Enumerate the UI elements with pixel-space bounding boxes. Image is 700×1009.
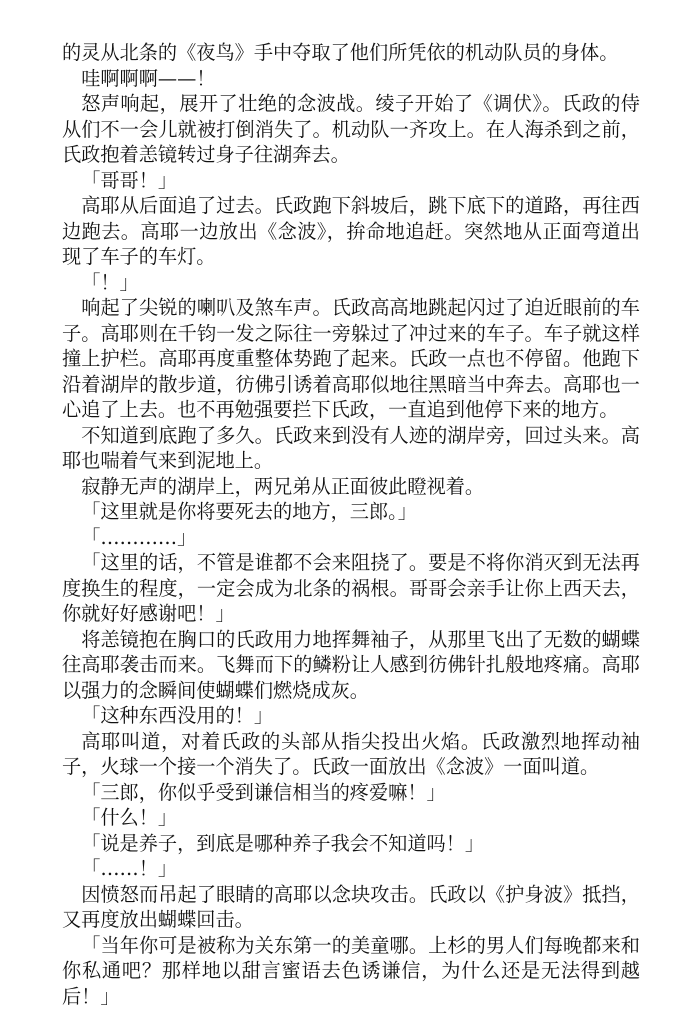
paragraph: 怒声响起，展开了壮绝的念波战。绫子开始了《调伏》。氏政的侍从们不一会儿就被打倒消失了。机动队一齐攻上。在人海杀到之前，氏政抱着恙镜转过身子往湖奔去。: [62, 91, 640, 168]
paragraph: 哇啊啊啊——！: [62, 66, 640, 92]
paragraph: 「说是养子，到底是哪种养子我会不知道吗！」: [62, 831, 640, 857]
paragraph: 「哥哥！」: [62, 168, 640, 194]
paragraph: 「三郎，你似乎受到谦信相当的疼爱嘛！」: [62, 780, 640, 806]
paragraph: 「…………」: [62, 525, 640, 551]
paragraph: 「什么！」: [62, 805, 640, 831]
paragraph: 「……！」: [62, 856, 640, 882]
paragraph: 高耶叫道，对着氏政的头部从指尖投出火焰。氏政激烈地挥动袖子，火球一个接一个消失了。氏政一面放出《念波》一面叫道。: [62, 729, 640, 780]
paragraph: 将恙镜抱在胸口的氏政用力地挥舞袖子，从那里飞出了无数的蝴蝶往高耶袭击而来。飞舞而下的鳞粉让人感到彷佛针扎般地疼痛。高耶以强力的念瞬间使蝴蝶们燃烧成灰。: [62, 627, 640, 704]
paragraph: 高耶从后面追了过去。氏政跑下斜坡后，跳下底下的道路，再往西边跑去。高耶一边放出《念波》，拚命地追赶。突然地从正面弯道出现了车子的车灯。: [62, 193, 640, 270]
document-page: [62, 40, 640, 1009]
paragraph: 「这里就是你将要死去的地方，三郎。」: [62, 499, 640, 525]
paragraph: 的灵从北条的《夜鸟》手中夺取了他们所凭依的机动队员的身体。: [62, 40, 640, 66]
paragraph: 「这种东西没用的！」: [62, 703, 640, 729]
paragraph: 「！」: [62, 270, 640, 296]
paragraph: 寂静无声的湖岸上，两兄弟从正面彼此瞪视着。: [62, 474, 640, 500]
paragraph: 响起了尖锐的喇叭及煞车声。氏政高高地跳起闪过了迫近眼前的车子。高耶则在千钧一发之际往一旁躲过了冲过来的车子。车子就这样撞上护栏。高耶再度重整体势跑了起来。氏政一点也不停留。他跑下沿着湖岸的散步道，彷佛引诱着高耶似地往黑暗当中奔去。高耶也一心追了上去。也不再勉强要拦下氏政，一直追到他停下来的地方。: [62, 295, 640, 423]
paragraph: 「当年你可是被称为关东第一的美童哪。上杉的男人们每晚都来和你私通吧？那样地以甜言蜜语去色诱谦信，为什么还是无法得到越后！」: [62, 933, 640, 1009]
paragraph: 不知道到底跑了多久。氏政来到没有人迹的湖岸旁，回过头来。高耶也喘着气来到泥地上。: [62, 423, 640, 474]
paragraph: 「这里的话，不管是谁都不会来阻挠了。要是不将你消灭到无法再度换生的程度，一定会成为北条的祸根。哥哥会亲手让你上西天去，你就好好感谢吧！」: [62, 550, 640, 627]
paragraph: 因愤怒而吊起了眼睛的高耶以念块攻击。氏政以《护身波》抵挡，又再度放出蝴蝶回击。: [62, 882, 640, 933]
